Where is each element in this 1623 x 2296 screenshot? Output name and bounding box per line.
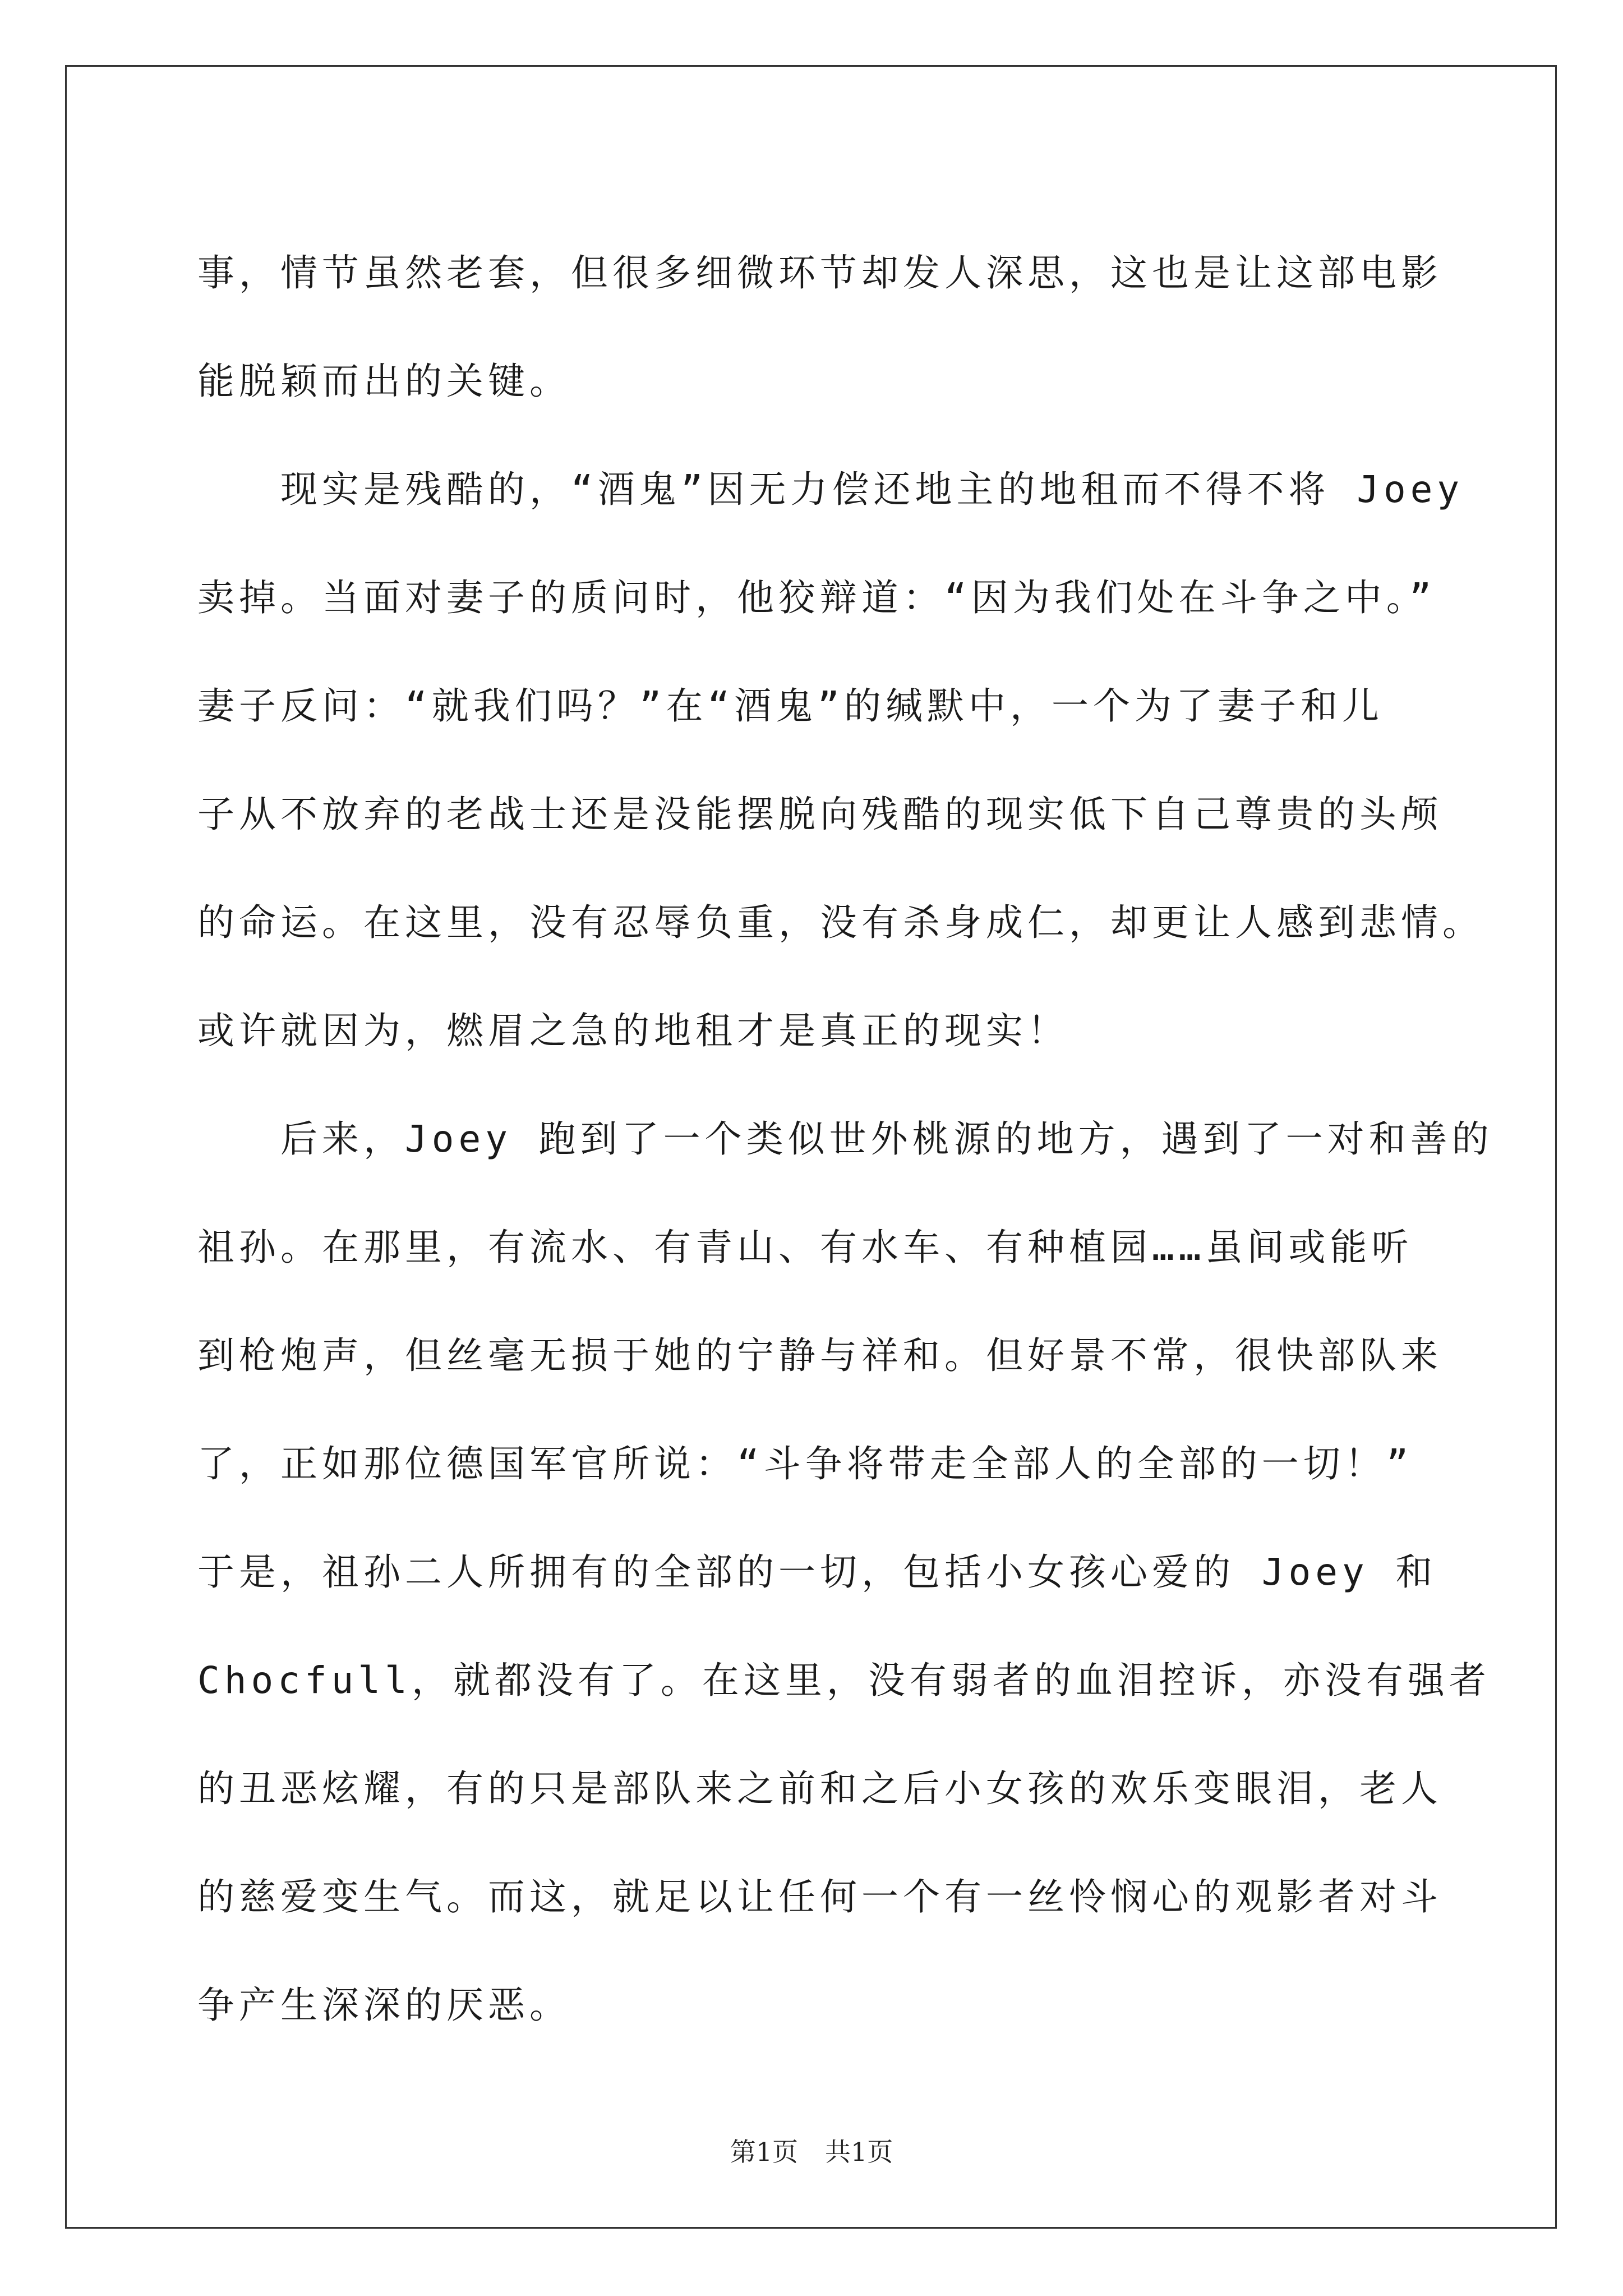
text-line: 争产生深深的厌恶。 (197, 1984, 571, 2027)
text-line: 子从不放弃的老战士还是没能摆脱向残酷的现实低下自己尊贵的头颅 (197, 793, 1442, 836)
text-line: 或许就因为，燃眉之急的地租才是真正的现实！ (197, 1009, 1069, 1052)
text-line: 后来，Joey 跑到了一个类似世外桃源的地方，遇到了一对和善的 (197, 1117, 1493, 1161)
text-line: 现实是残酷的，“酒鬼”因无力偿还地主的地租而不得不将 Joey (197, 468, 1464, 511)
text-line: 的慈爱变生气。而这，就足以让任何一个有一丝怜悯心的观影者对斗 (197, 1875, 1442, 1918)
text-line: 能脱颖而出的关键。 (197, 360, 571, 403)
text-line: 于是，祖孙二人所拥有的全部的一切，包括小女孩心爱的 Joey 和 (197, 1550, 1437, 1594)
text-line: 了，正如那位德国军官所说：“斗争将带走全部人的全部的一切！” (197, 1442, 1413, 1485)
text-line: 的丑恶炫耀，有的只是部队来之前和之后小女孩的欢乐变眼泪，老人 (197, 1767, 1442, 1810)
text-line: 祖孙。在那里，有流水、有青山、有水车、有种植园……虽间或能听 (197, 1226, 1413, 1269)
page-number: 第1页 (730, 2137, 798, 2167)
text-line: Chocfull，就都没有了。在这里，没有弱者的血泪控诉，亦没有强者 (197, 1659, 1491, 1702)
page-total: 共1页 (825, 2137, 893, 2167)
text-line: 到枪炮声，但丝毫无损于她的宁静与祥和。但好景不常，很快部队来 (197, 1334, 1442, 1377)
text-line: 的命运。在这里，没有忍辱负重，没有杀身成仁，却更让人感到悲情。 (197, 901, 1484, 944)
text-line: 事，情节虽然老套，但很多细微环节却发人深思，这也是让这部电影 (197, 251, 1442, 295)
text-line: 妻子反问：“就我们吗？”在“酒鬼”的缄默中，一个为了妻子和儿 (197, 684, 1384, 728)
article-body (197, 219, 1493, 2059)
text-line: 卖掉。当面对妻子的质问时，他狡辩道：“因为我们处在斗争之中。” (197, 576, 1436, 619)
page-footer (0, 2132, 1623, 2169)
